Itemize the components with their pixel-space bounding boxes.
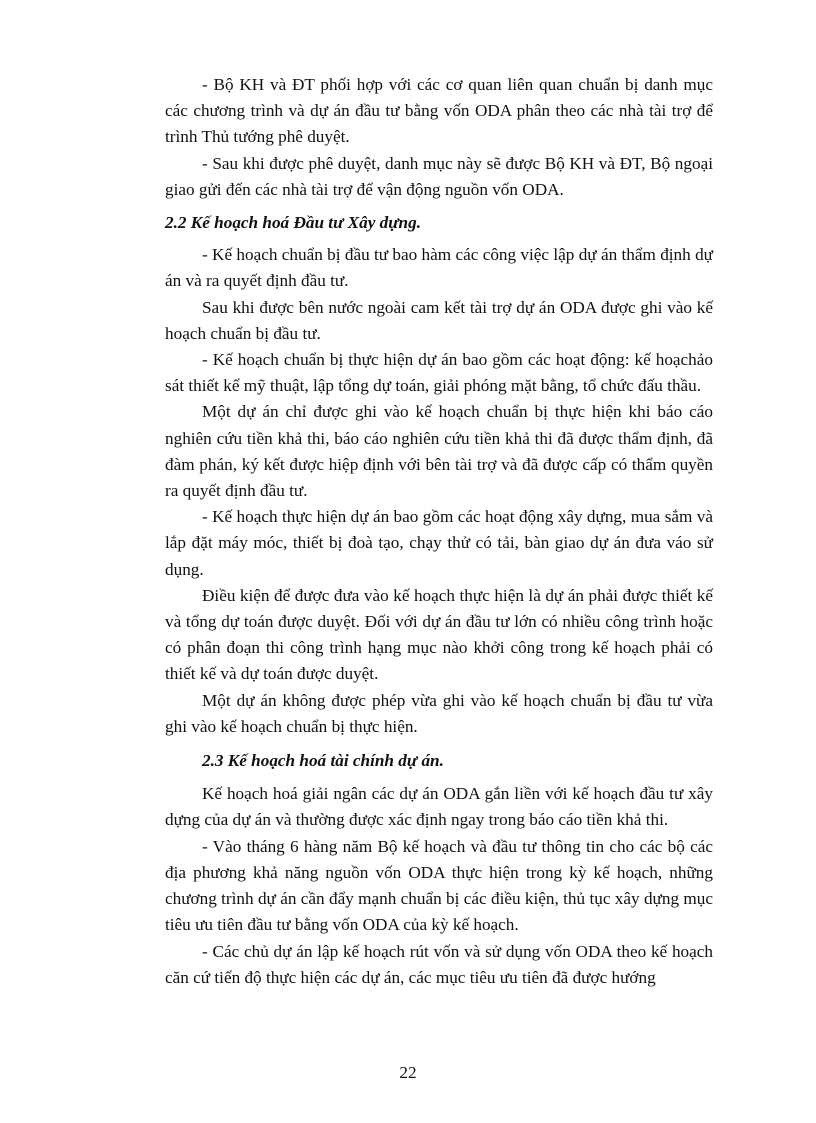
paragraph-9: Một dự án không được phép vừa ghi vào kế hoạch chuẩn bị đầu tư vừa ghi vào kế hoạch chuẩn bị thực hiện. <box>165 690 713 736</box>
paragraph-1: - Bộ KH và ĐT phối hợp với các cơ quan liên quan chuẩn bị danh mục các chương trình và dự án đầu tư bằng vốn ODA phân theo các nhà tài trợ để trình Thủ tướng phê duyệt. <box>165 75 713 147</box>
section-heading-2-3: 2.3 Kế hoạch hoá tài chính dự án. <box>202 751 444 771</box>
paragraph-12: - Các chủ dự án lập kế hoạch rút vốn và sử dụng vốn ODA theo kế hoạch căn cứ tiến độ thực hiện các dự án, các mục tiêu ưu tiên đã được hướng <box>165 941 713 987</box>
paragraph-10: Kế hoạch hoá giải ngân các dự án ODA gắn liền với kế hoạch đầu tư xây dựng của dự án và thường được xác định ngay trong báo cáo tiền khả thi. <box>165 784 713 830</box>
paragraph-3: - Kế hoạch chuẩn bị đầu tư bao hàm các công việc lập dự án thẩm định dự án và ra quyết định đầu tư. <box>165 245 713 291</box>
paragraph-4: Sau khi được bên nước ngoài cam kết tài trợ dự án ODA được ghi vào kế hoạch chuẩn bị đầu tư. <box>165 297 713 343</box>
paragraph-8: Điều kiện để được đưa vào kế hoạch thực hiện là dự án phải được thiết kế và tổng dự toán được duyệt. Đối với dự án đầu tư lớn có nhiều công trình hoặc có phân đoạn thi công trình hạng mục nào khởi công trong kế hoạch phải có thiết kế và dự toán được duyệt. <box>165 585 713 684</box>
page-number: 22 <box>399 1063 417 1082</box>
paragraph-5: - Kế hoạch chuẩn bị thực hiện dự án bao gồm các hoạt động: kế hoạchảo sát thiết kế mỹ thuật, lập tổng dự toán, giải phóng mặt bằng, tổ chức đấu thầu. <box>165 350 713 396</box>
paragraph-6: Một dự án chỉ được ghi vào kế hoạch chuẩn bị thực hiện khi báo cáo nghiên cứu tiền khả thi, báo cáo nghiên cứu tiền khả thi đã được thẩm định, đã đàm phán, ký kết được hiệp định với bên tài trợ và đã được cấp có thẩm quyền ra quyết định đầu tư. <box>165 402 713 501</box>
paragraph-7: - Kế hoạch thực hiện dự án bao gồm các hoạt động xây dựng, mua sắm và lắp đặt máy móc, thiết bị đoà tạo, chạy thử có tải, bàn giao dự án đưa váo sử dụng. <box>165 507 713 579</box>
paragraph-2: - Sau khi được phê duyệt, danh mục này sẽ được Bộ KH và ĐT, Bộ ngoại giao gửi đến các nhà tài trợ để vận động nguồn vốn ODA. <box>165 153 713 199</box>
document-body <box>165 72 713 991</box>
paragraph-11: - Vào tháng 6 hàng năm Bộ kế hoạch và đầu tư thông tin cho các bộ các địa phương khả năng nguồn vốn ODA thực hiện trong kỳ kế hoạch, những chương trình dự án cần đẩy mạnh chuẩn bị các điều kiện, thủ tục xây dựng mục tiêu ưu tiên đầu tư bằng vốn ODA của kỳ kế hoạch. <box>165 836 713 935</box>
section-heading-2-2: 2.2 Kế hoạch hoá Đầu tư Xây dựng. <box>165 213 421 233</box>
